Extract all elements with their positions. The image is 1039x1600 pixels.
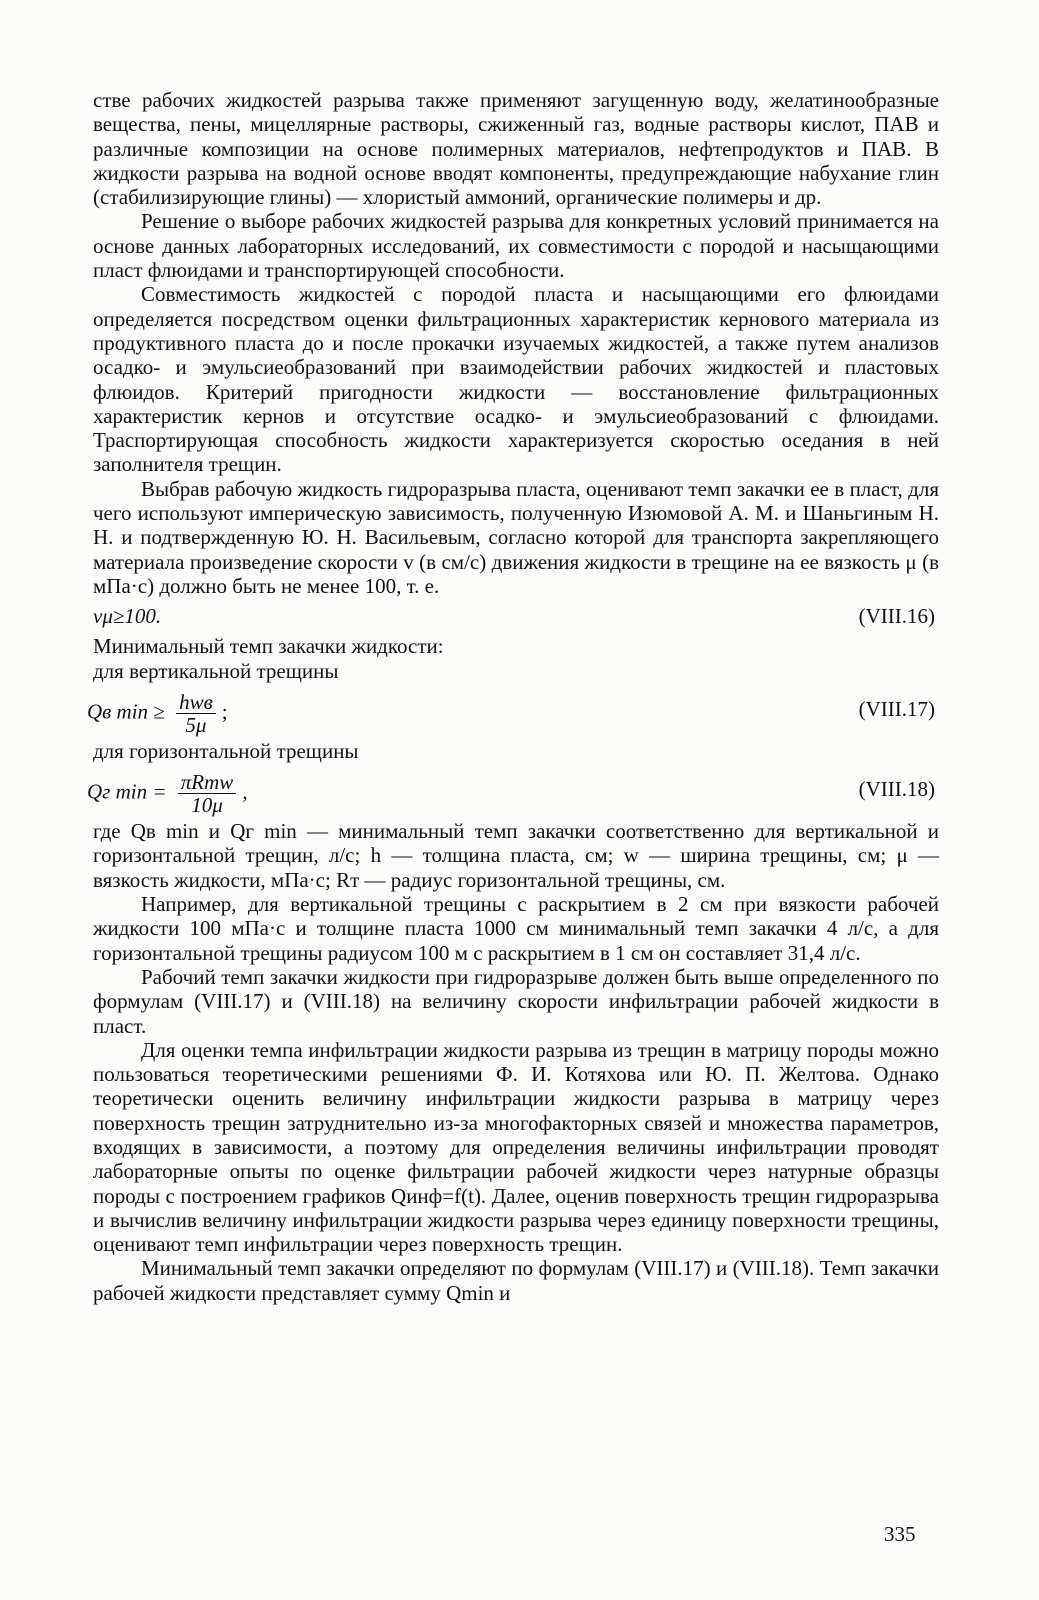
paragraph: Для оценки темпа инфильтрации жидкости разрыва из трещин в матрицу породы можно пользоваться теоретическими решениями Ф. И. Котяхова или Ю. П. Желтова. Однако теоретически оценить величину инфильтрации жидкости разрыва в матрицу через поверхность трещин затруднительно из-за многофакторных связей и множества параметров, входящих в зависимости, а поэтому для определения величины инфильтрации проводят лабораторные опыты по оценке фильтрации рабочей жидкости через натурные образцы породы с построением графиков Qинф=f(t). Далее, оценив поверхность трещин гидроразрыва и вычислив величину инфильтрации жидкости разрыва через единицу поверхности трещины, оценивают темп инфильтрации через поверхность трещин. — [93, 1037, 939, 1257]
vertical-fracture-label: для вертикальной трещины — [93, 658, 339, 683]
fraction — [176, 691, 216, 736]
page-body — [87, 88, 939, 1305]
formula-lhs — [87, 691, 228, 736]
paragraph: стве рабочих жидкостей разрыва также применяют загущенную воду, желатинообразные вещества, пены, мицеллярные растворы, сжиженный газ, водные растворы кислот, ПАВ и различные композиции на основе полимерных материалов, нефтепродуктов и ПАВ. В жидкости разрыва на водной основе вводят компоненты, предупреждающие набухание глин (стабилизирующие глины) — хлористый аммоний, органические полимеры и др. — [93, 88, 939, 210]
formula-intro-label: Минимальный темп закачки жидкости: — [93, 634, 444, 659]
formula-lhs-text: Qв min ≥ — [87, 699, 165, 724]
fraction-numerator: hwв — [176, 691, 216, 714]
formula-number: (VIII.17) — [858, 696, 935, 721]
fraction — [178, 771, 237, 816]
paragraph: Выбрав рабочую жидкость гидроразрыва пласта, оценивают темп закачки ее в пласт, для чего используют империческую зависимость, полученную Изюмовой А. М. и Шаньгиным Н. Н. и подтвержденную Ю. Н. Васильевым, согласно которой для транспорта закрепляющего материала произведение скорости v (в см/с) движения жидкости в трещине на ее вязкость μ (в мПа·с) должно быть не менее 100, т. е. — [93, 476, 939, 598]
page-number: 335 — [884, 1522, 916, 1546]
paragraph: Решение о выборе рабочих жидкостей разрыва для конкретных условий принимается на основе данных лабораторных исследований, их совместимости с породой и насыщающими пласт флюидами и транспортирующей способности. — [93, 209, 939, 283]
formula-number: (VIII.18) — [858, 777, 935, 802]
formula-tail: ; — [221, 699, 228, 724]
paragraph: Рабочий темп закачки жидкости при гидроразрыве должен быть выше определенного по формулам (VIII.17) и (VIII.18) на величину скорости инфильтрации рабочей жидкости в пласт. — [93, 964, 939, 1038]
paragraph: Например, для вертикальной трещины с раскрытием в 2 см при вязкости рабочей жидкости 100 мПа·с и толщине пласта 1000 см минимальный темп закачки 4 л/с, а для горизонтальной трещины радиусом 100 м с раскрытием в 1 см он составляет 31,4 л/с. — [93, 892, 939, 965]
paragraph: Минимальный темп закачки определяют по формулам (VIII.17) и (VIII.18). Темп закачки рабочей жидкости представляет сумму Qmin и — [93, 1256, 939, 1305]
formula-viii-16 — [93, 604, 939, 634]
fraction-denominator: 10μ — [191, 793, 223, 818]
formula-viii-18 — [87, 763, 939, 819]
formula-viii-17 — [87, 683, 939, 739]
paragraph: Совместимость жидкостей с породой пласта и насыщающими его флюидами определяется посредством оценки фильтрационных характеристик кернового материала из продуктивного пласта до и после прокачки изучаемых жидкостей, а также путем анализов осадко- и эмульсиеобразований при взаимодействии рабочих жидкостей и пластовых флюидов. Критерий пригодности жидкости — восстановление фильтрационных характеристик кернов и отсутствие осадко- и эмульсиеобразований с флюидами. Траспортирующая способность жидкости характеризуется скоростью оседания в ней заполнителя трещин. — [93, 282, 939, 477]
fraction-numerator: πRтw — [178, 771, 237, 794]
formula-expression: vμ≥100. — [93, 604, 162, 629]
fraction-denominator: 5μ — [185, 712, 207, 737]
paragraph: где Qв min и Qг min — минимальный темп закачки соответственно для вертикальной и горизонтальной трещин, л/с; h — толщина пласта, см; w — ширина трещины, см; μ — вязкость жидкости, мПа·с; Rт — радиус горизонтальной трещины, см. — [93, 819, 939, 892]
horizontal-fracture-label: для горизонтальной трещины — [93, 738, 359, 763]
formula-lhs-text: Qг min = — [87, 779, 167, 804]
formula-lhs — [87, 771, 248, 816]
formula-number: (VIII.16) — [858, 604, 935, 629]
formula-tail: , — [242, 779, 248, 804]
